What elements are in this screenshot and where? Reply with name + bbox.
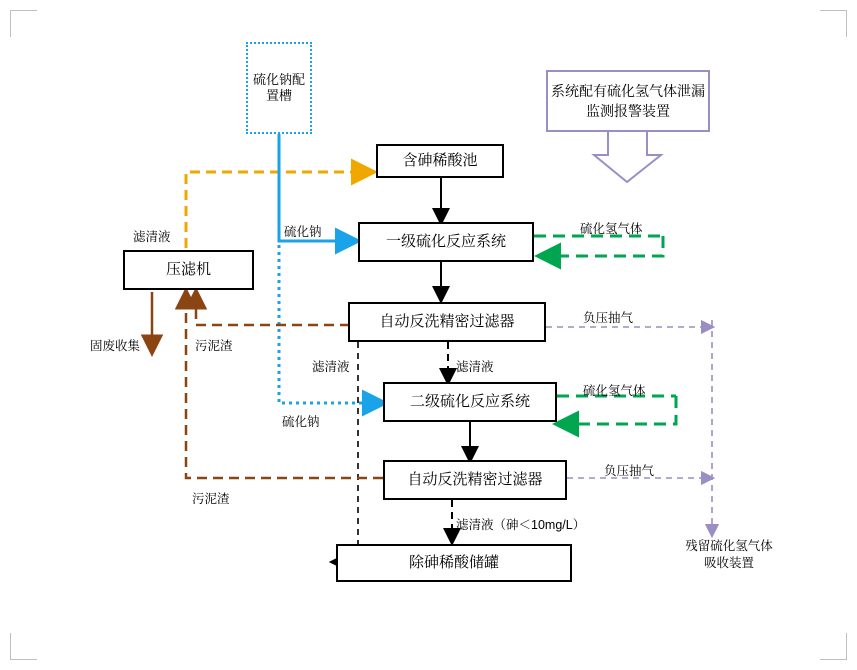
node-filter-1[interactable] bbox=[348, 302, 546, 342]
edge-label-vacuum-1: 负压抽气 bbox=[583, 311, 634, 325]
edge-label-solid-waste: 固废收集 bbox=[90, 339, 141, 353]
node-filter-1-label: 自动反洗精密过滤器 bbox=[379, 312, 515, 330]
crop-mark-top-right bbox=[820, 10, 847, 37]
node-filter-2[interactable] bbox=[383, 460, 567, 500]
node-sodium-sulfide-tank-label: 硫化钠配置槽 bbox=[252, 71, 305, 103]
edge-label-sludge-bottom: 污泥渣 bbox=[192, 492, 230, 506]
node-storage-tank-label: 除砷稀酸储罐 bbox=[408, 553, 499, 571]
edge-label-sludge-top: 污泥渣 bbox=[195, 339, 233, 353]
node-stage1-sulfide-label: 一级硫化反应系统 bbox=[385, 232, 506, 250]
edge-label-filtrate-mid-left: 滤清液 bbox=[312, 360, 350, 374]
node-arsenic-acid-pool[interactable] bbox=[376, 144, 504, 178]
node-alarm-note bbox=[546, 70, 710, 132]
node-stage2-sulfide-label: 二级硫化反应系统 bbox=[409, 392, 530, 410]
crop-mark-top-left bbox=[10, 10, 37, 37]
edge-label-h2s-gas-1: 硫化氢气体 bbox=[580, 222, 643, 236]
edge-label-filtrate-final: 滤清液（砷＜10mg/L） bbox=[456, 518, 586, 532]
node-filter-press-label: 压滤机 bbox=[165, 260, 211, 278]
edge-label-residual-absorber: 残留硫化氢气体吸收装置 bbox=[685, 539, 773, 570]
node-filter-press[interactable] bbox=[123, 250, 254, 290]
crop-mark-bottom-right bbox=[820, 633, 847, 660]
crop-mark-bottom-left bbox=[10, 633, 37, 660]
edge-label-filtrate-mid-right: 滤清液 bbox=[456, 360, 494, 374]
node-stage2-sulfide[interactable] bbox=[383, 382, 557, 422]
edge-label-sodium-sulfide-2: 硫化钠 bbox=[282, 415, 320, 429]
edge-label-vacuum-2: 负压抽气 bbox=[604, 464, 655, 478]
node-stage1-sulfide[interactable] bbox=[358, 222, 534, 262]
node-arsenic-acid-pool-label: 含砷稀酸池 bbox=[402, 151, 478, 169]
node-storage-tank[interactable] bbox=[336, 544, 572, 582]
node-alarm-note-label: 系统配有硫化氢气体泄漏监测报警装置 bbox=[551, 82, 705, 119]
node-filter-2-label: 自动反洗精密过滤器 bbox=[407, 470, 543, 488]
edge-label-sodium-sulfide-1: 硫化钠 bbox=[284, 225, 322, 239]
edge-label-h2s-gas-2: 硫化氢气体 bbox=[583, 384, 646, 398]
edge-label-filtrate-left: 滤清液 bbox=[133, 230, 171, 244]
node-sodium-sulfide-tank[interactable] bbox=[246, 42, 312, 134]
